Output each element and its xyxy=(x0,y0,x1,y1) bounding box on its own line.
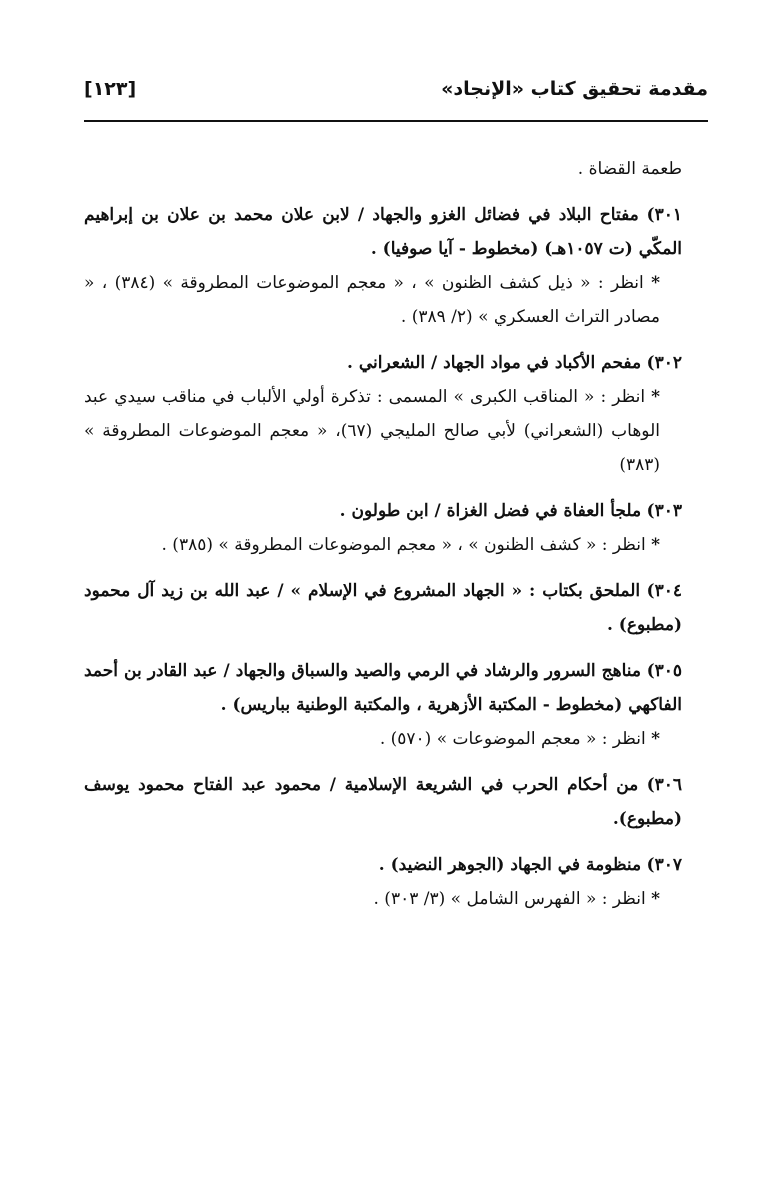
entry-number: ٣٠٢) xyxy=(646,353,682,373)
page-body xyxy=(84,152,682,928)
intro-line: طعمة القضاة . xyxy=(577,159,682,179)
entry-title-text: من أحكام الحرب في الشريعة الإسلامية / محمود عبد الفتاح محمود يوسف (مطبوع). xyxy=(84,775,682,829)
entry-title xyxy=(84,848,682,882)
entry-reference xyxy=(84,722,682,756)
entry-reference xyxy=(84,266,682,334)
star-icon: * xyxy=(651,273,661,293)
entry-reference xyxy=(84,528,682,562)
page-header xyxy=(84,78,708,114)
entry-301 xyxy=(84,198,682,334)
entry-title xyxy=(84,768,682,836)
entry-title-text: منظومة في الجهاد (الجوهر النضيد) . xyxy=(378,855,642,875)
entry-303 xyxy=(84,494,682,562)
entry-title-text: الملحق بكتاب : « الجهاد المشروع في الإسلام » / عبد الله بن زيد آل محمود (مطبوع) . xyxy=(84,581,682,635)
star-icon: * xyxy=(651,889,660,909)
page-number: [١٢٣] xyxy=(84,78,137,100)
entry-reference xyxy=(84,882,682,916)
entry-title xyxy=(84,494,682,528)
reference-text: انظر : « الفهرس الشامل » (٣/ ٣٠٣) . xyxy=(373,889,646,909)
entry-title-text: مفحم الأكباد في مواد الجهاد / الشعراني . xyxy=(346,353,642,373)
entry-number: ٣٠٧) xyxy=(646,855,682,875)
entry-307 xyxy=(84,848,682,916)
entry-title xyxy=(84,198,682,266)
running-title: مقدمة تحقيق كتاب «الإنجاد» xyxy=(441,78,708,100)
reference-text: انظر : « معجم الموضوعات » (٥٧٠) . xyxy=(379,729,646,749)
entry-number: ٣٠١) xyxy=(646,205,682,225)
entry-reference xyxy=(84,380,682,482)
entry-title xyxy=(84,346,682,380)
entry-number: ٣٠٤) xyxy=(646,581,682,601)
entry-305 xyxy=(84,654,682,756)
entry-number: ٣٠٥) xyxy=(646,661,683,681)
entry-304 xyxy=(84,574,682,642)
entry-number: ٣٠٦) xyxy=(646,775,683,795)
entry-title xyxy=(84,574,682,642)
header-rule xyxy=(84,120,708,122)
entry-title-text: مناهج السرور والرشاد في الرمي والصيد والسباق والجهاد / عبد القادر بن أحمد الفاكهي (مخطوط - المكتبة الأزهرية ، والمكتبة الوطنية بباريس) . xyxy=(84,661,682,715)
entry-302 xyxy=(84,346,682,482)
star-icon: * xyxy=(651,535,660,555)
entry-number: ٣٠٣) xyxy=(646,501,682,521)
star-icon: * xyxy=(651,729,660,749)
entry-title-text: ملجأ العفاة في فضل الغزاة / ابن طولون . xyxy=(339,501,642,521)
reference-text: انظر : « ذيل كشف الظنون » ، « معجم الموضوعات المطروقة » (٣٨٤) ، « مصادر التراث العسكري » (٢/ ٣٨٩) . xyxy=(84,273,660,327)
entry-306 xyxy=(84,768,682,836)
reference-text: انظر : « المناقب الكبرى » المسمى : تذكرة أولي الألباب في مناقب سيدي عبد الوهاب (الشعراني) لأبي صالح المليجي (٦٧)، « معجم الموضوعات المطروقة » (٣٨٣) xyxy=(84,387,660,475)
entry-title xyxy=(84,654,682,722)
star-icon: * xyxy=(651,387,660,407)
entry-title-text: مفتاح البلاد في فضائل الغزو والجهاد / لابن علان محمد بن علان بن إبراهيم المكّي (ت ١٠٥٧هـ) (مخطوط - آيا صوفيا) . xyxy=(84,205,682,259)
reference-text: انظر : « كشف الظنون » ، « معجم الموضوعات المطروقة » (٣٨٥) . xyxy=(161,535,646,555)
